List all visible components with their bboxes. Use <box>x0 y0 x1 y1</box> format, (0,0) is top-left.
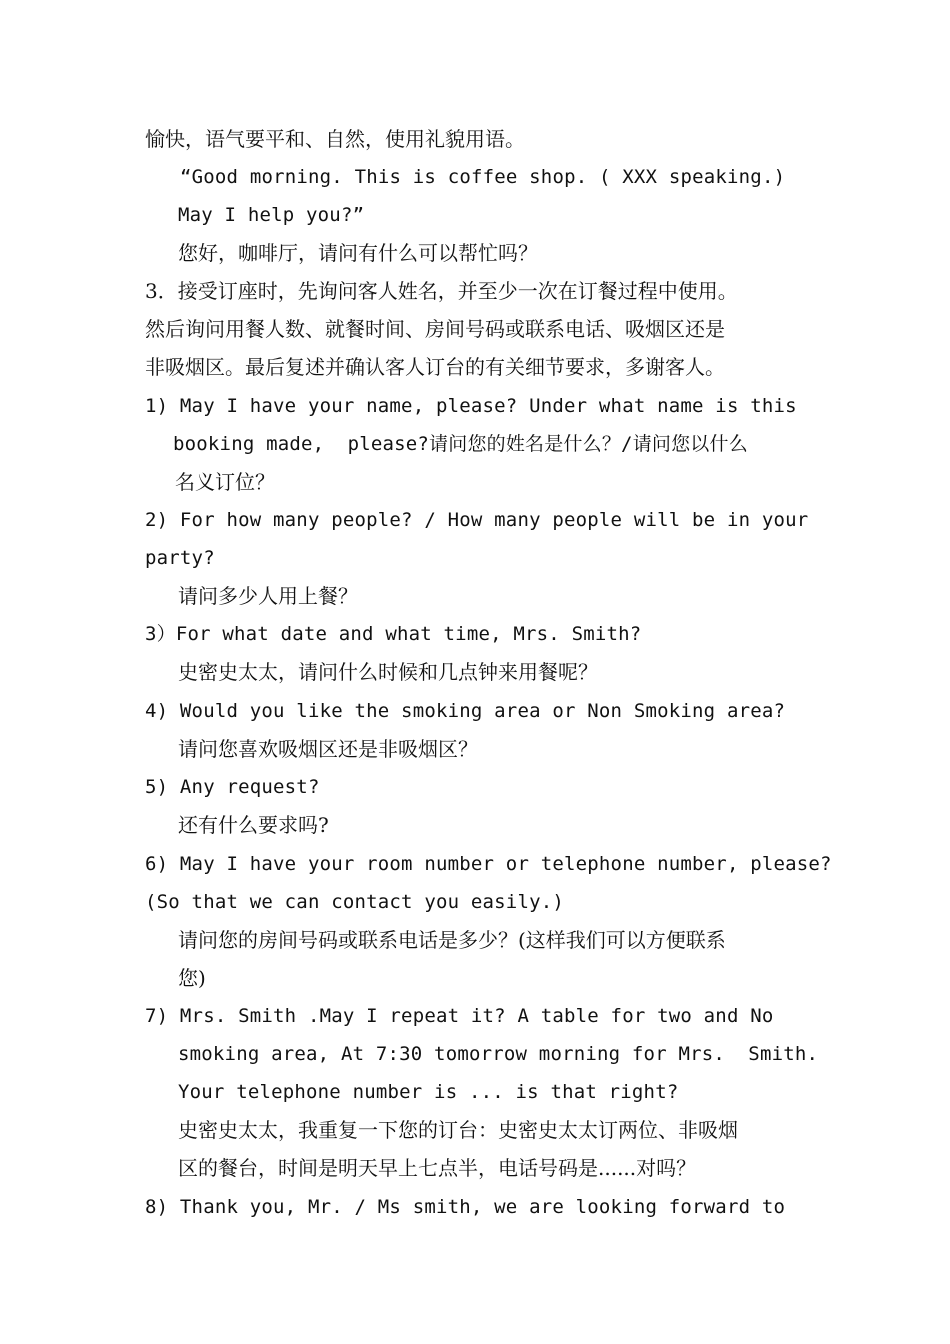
text-line: 区的餐台，时间是明天早上七点半，电话号码是......对吗？ <box>178 1156 697 1180</box>
text-line: (So that we can contact you easily.) <box>145 891 565 913</box>
text-line: 名义订位？ <box>175 470 275 494</box>
text-line: 史密史太太，我重复一下您的订台：史密史太太订两位、非吸烟 <box>178 1118 738 1142</box>
text-line: 4) Would you like the smoking area or Non Smoking area? <box>145 700 786 722</box>
text-line: 还有什么要求吗? <box>178 813 329 837</box>
text-line: 您好，咖啡厅，请问有什么可以帮忙吗？ <box>178 241 538 265</box>
text-line: 您) <box>178 966 206 990</box>
text-line: 愉快，语气要平和、自然，使用礼貌用语。 <box>145 127 525 151</box>
text-line: 1) May I have your name, please? Under what name is this <box>145 395 797 417</box>
text-line: booking made, please?请问您的姓名是什么？/请问您以什么 <box>173 433 748 455</box>
text-line: 2) For how many people? / How many people will be in your <box>145 509 809 531</box>
text-line: Your telephone number is ... is that right? <box>178 1081 679 1103</box>
text-line: 6) May I have your room number or telephone number, please? <box>145 853 832 875</box>
text-line: 史密史太太，请问什么时候和几点钟来用餐呢？ <box>178 660 598 684</box>
text-line: 然后询问用餐人数、就餐时间、房间号码或联系电话、吸烟区还是 <box>145 317 725 341</box>
text-line: May I help you?” <box>178 204 365 226</box>
text-line: 请问多少人用上餐？ <box>178 584 358 608</box>
text-line: 非吸烟区。最后复述并确认客人订台的有关细节要求，多谢客人。 <box>145 355 725 379</box>
text-line: 8) Thank you, Mr. / Ms smith, we are looking forward to <box>145 1196 786 1218</box>
text-line: smoking area, At 7:30 tomorrow morning for Mrs. Smith. <box>178 1043 819 1065</box>
text-line: 3．接受订座时，先询问客人姓名，并至少一次在订餐过程中使用。 <box>145 279 738 303</box>
text-line: 请问您的房间号码或联系电话是多少？(这样我们可以方便联系 <box>178 928 726 952</box>
text-line: 5) Any request? <box>145 776 320 798</box>
text-line: “Good morning. This is coffee shop. ( XXX speaking.) <box>180 166 786 188</box>
text-line: party? <box>145 547 215 569</box>
text-line: 3）For what date and what time, Mrs. Smith? <box>145 623 642 645</box>
text-line: 7) Mrs. Smith .May I repeat it? A table for two and No <box>145 1005 774 1027</box>
text-line: 请问您喜欢吸烟区还是非吸烟区？ <box>178 737 478 761</box>
